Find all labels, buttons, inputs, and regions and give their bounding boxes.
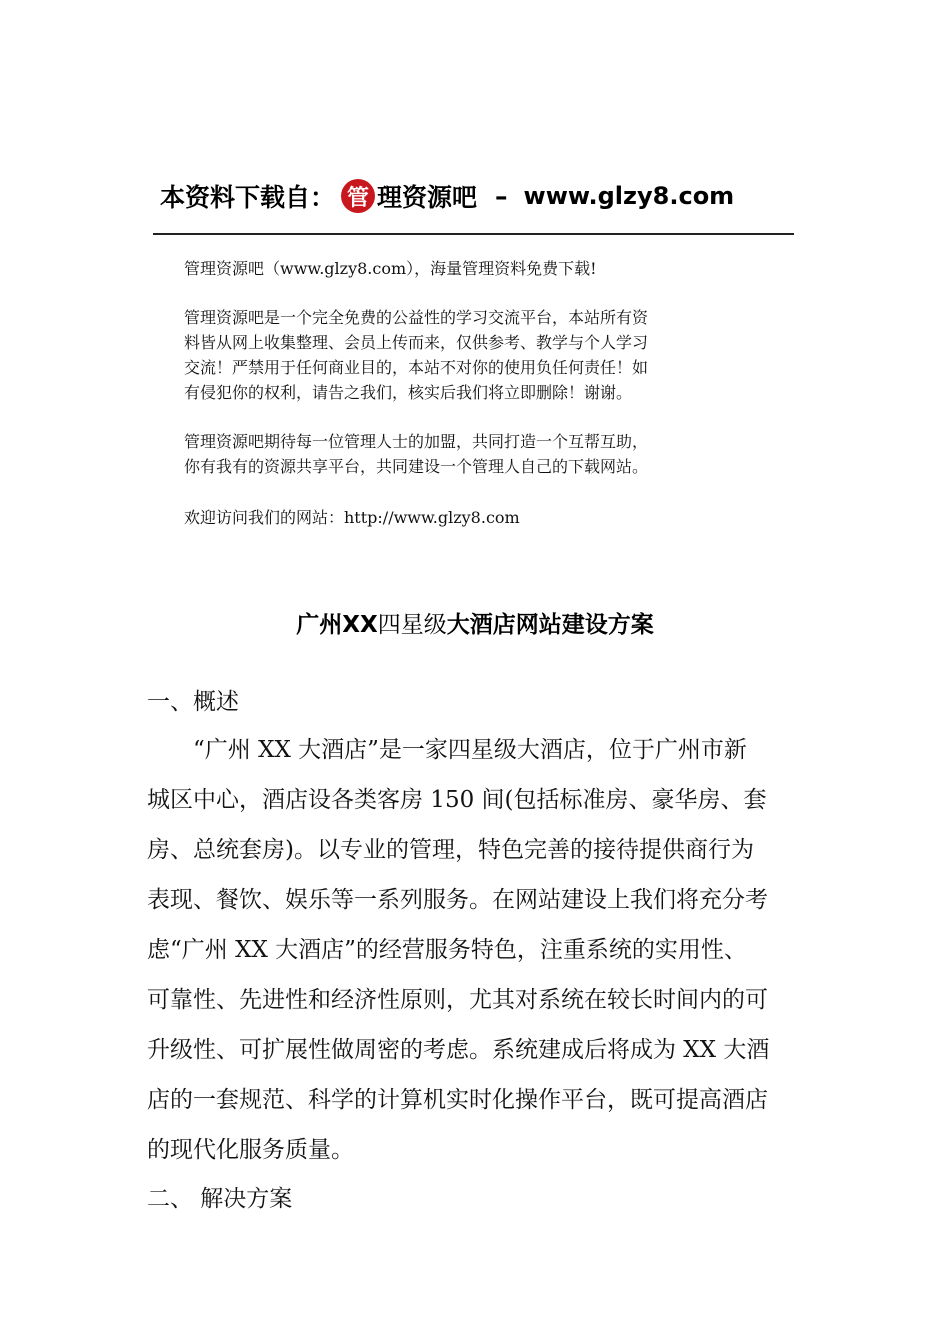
paragraph-line: “广州 XX 大酒店”是一家四星级大酒店，位于广州市新	[193, 737, 747, 763]
banner-prefix: 本资料下载自：	[160, 183, 336, 212]
section-1-heading: 一、概述	[147, 689, 239, 715]
paragraph-line: 表现、餐饮、娱乐等一系列服务。在网站建设上我们将充分考	[147, 887, 768, 913]
title-part-2: 四星级	[377, 612, 447, 638]
paragraph-line: 虑“广州 XX 大酒店”的经营服务特色，注重系统的实用性、	[147, 937, 747, 963]
banner-dash: –	[495, 181, 508, 211]
paragraph-line: 城区中心，酒店设各类客房 150 间(包括标准房、豪华房、套	[147, 787, 767, 813]
notice-text-line: 管理资源吧是一个完全免费的公益性的学习交流平台，本站所有资	[184, 308, 649, 327]
banner-url[interactable]: www.glzy8.com	[523, 182, 735, 210]
paragraph-line: 店的一套规范、科学的计算机实时化操作平台，既可提高酒店	[147, 1087, 768, 1113]
document-title	[0, 606, 950, 639]
paragraph-line: 的现代化服务质量。	[147, 1137, 354, 1163]
notice-text-line: 交流！严禁用于任何商业目的，本站不对你的使用负任何责任！如	[184, 358, 649, 377]
title-xx: XX	[342, 612, 378, 638]
notice-website-line: 欢迎访问我们的网站：http://www.glzy8.com	[184, 508, 520, 527]
paragraph-line: 房、总统套房)。以专业的管理，特色完善的接待提供商行为	[147, 837, 754, 863]
section-1-paragraph	[147, 725, 837, 1175]
notice-paragraph-2	[184, 305, 784, 405]
notice-text-line: 有侵犯你的权利，请告之我们，核实后我们将立即删除！谢谢。	[184, 383, 633, 402]
download-banner	[160, 174, 800, 218]
title-part-1: 广州	[296, 611, 343, 638]
notice-paragraph-3	[184, 429, 784, 479]
site-logo-icon: 管	[341, 179, 375, 213]
title-part-3: 大酒店网站建设方案	[446, 611, 654, 638]
paragraph-line: 可靠性、先进性和经济性原则，尤其对系统在较长时间内的可	[147, 987, 768, 1013]
notice-line-1: 管理资源吧（www.glzy8.com），海量管理资料免费下载!	[184, 259, 597, 278]
section-2-heading: 二、 解决方案	[147, 1186, 293, 1212]
banner-site-name: 理资源吧	[377, 183, 478, 212]
notice-text-line: 你有我有的资源共享平台，共同建设一个管理人自己的下载网站。	[184, 457, 649, 476]
notice-text-line: 料皆从网上收集整理、会员上传而来，仅供参考、教学与个人学习	[184, 333, 649, 352]
banner-divider	[153, 233, 794, 235]
paragraph-line: 升级性、可扩展性做周密的考虑。系统建成后将成为 XX 大酒	[147, 1037, 770, 1063]
notice-text-line: 管理资源吧期待每一位管理人士的加盟，共同打造一个互帮互助，	[184, 432, 649, 451]
